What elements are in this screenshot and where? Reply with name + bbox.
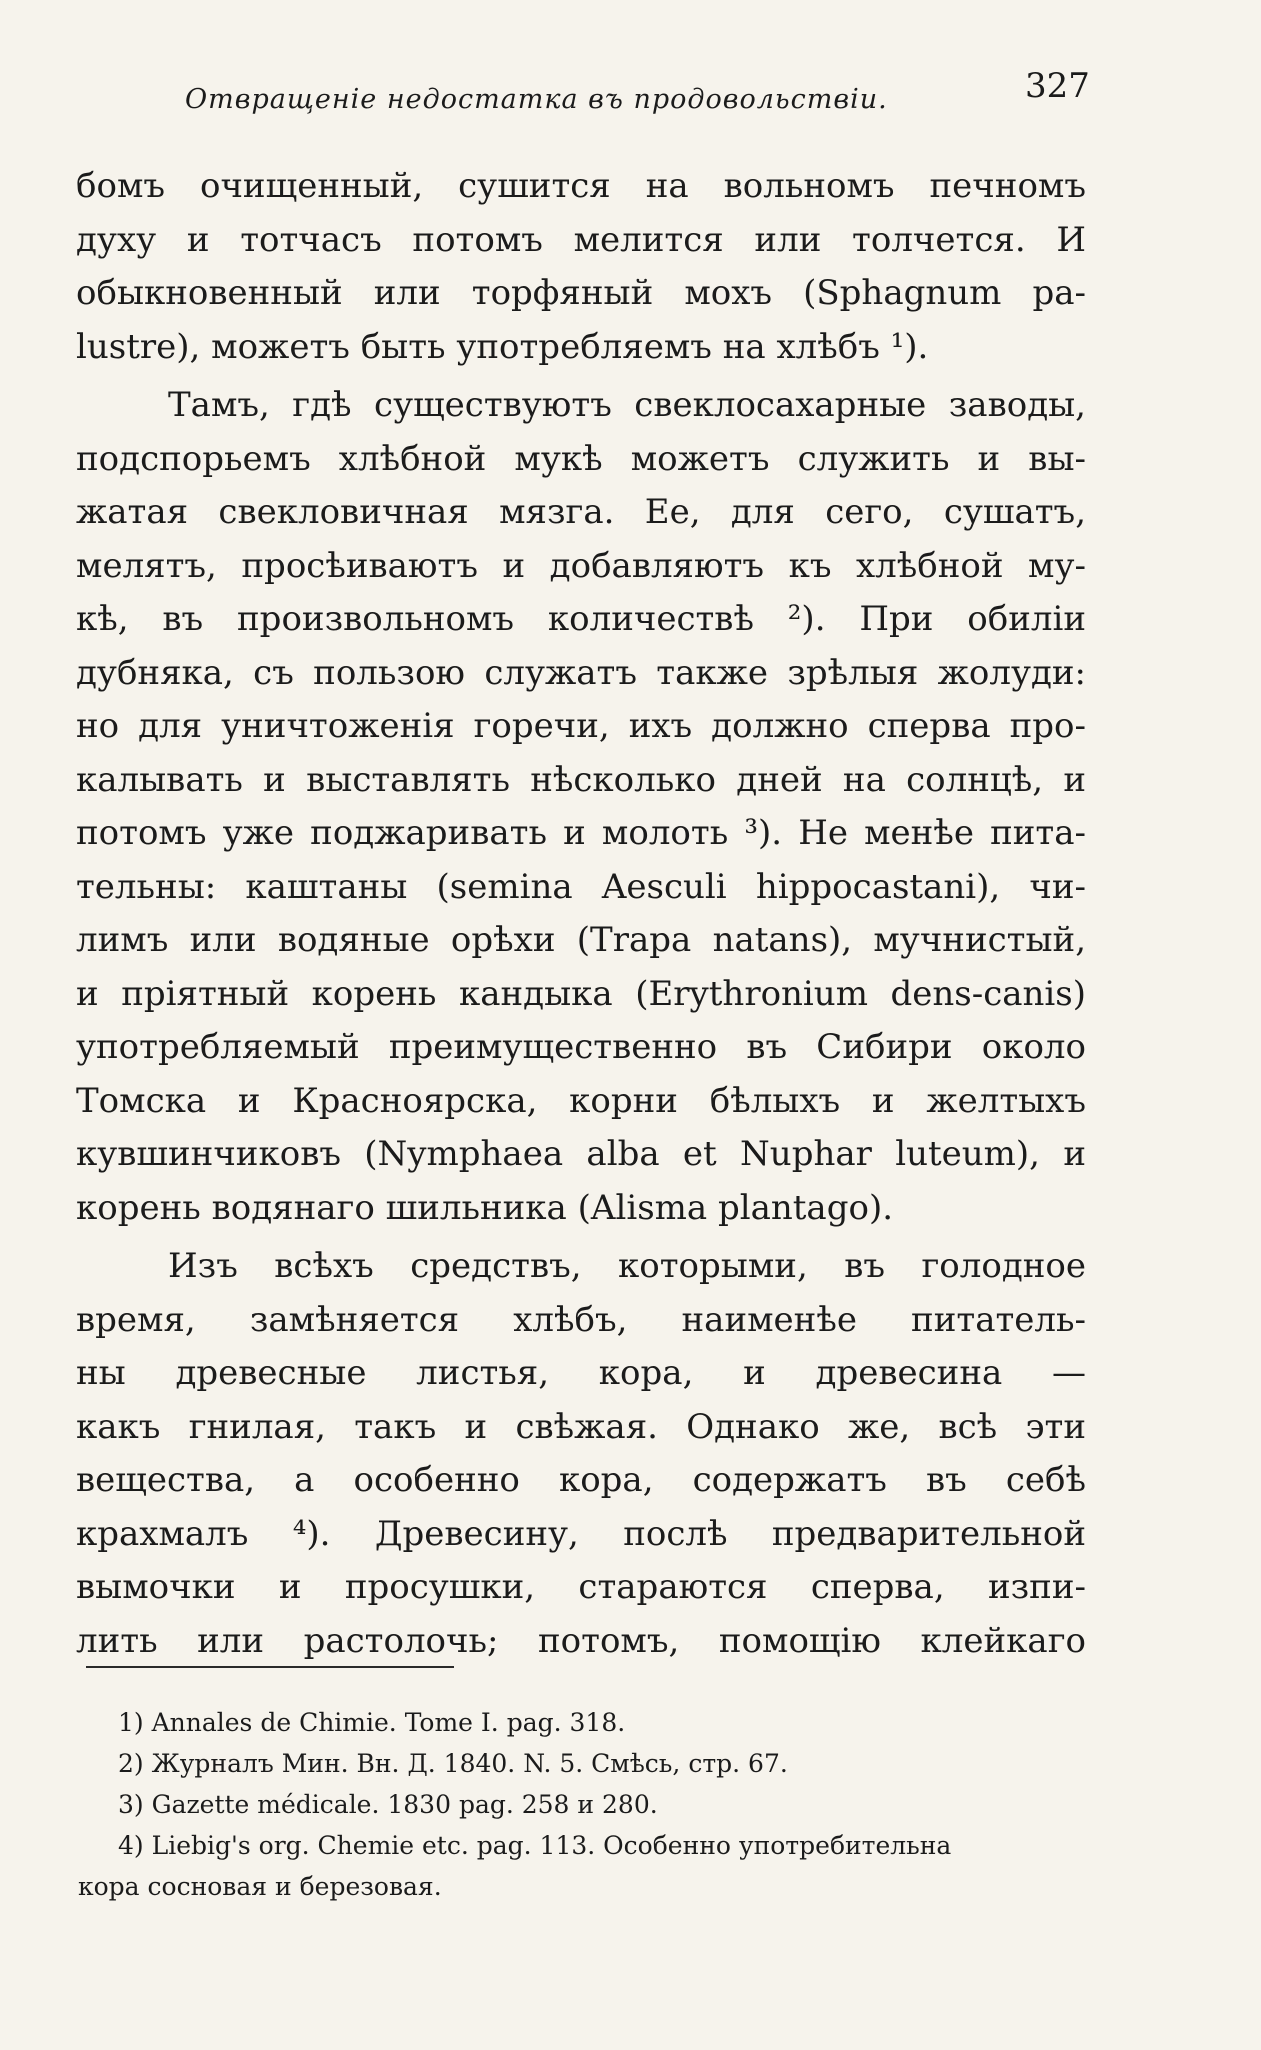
text-line: калывать и выставлять нѣсколько дней на солнцѣ, и — [76, 759, 1086, 800]
text-line: кѣ, въ произвольномъ количествѣ ²). При обиліи — [76, 599, 1086, 639]
text-line: лимъ или водяные орѣхи (Trapa natans), мучнистый, — [76, 920, 1086, 960]
footnote: 4) Liebig's org. Chemie etc. pag. 113. Особенно употребительна — [118, 1831, 952, 1860]
footnote: 2) Журналъ Мин. Вн. Д. 1840. N. 5. Смѣсь, стр. 67. — [118, 1749, 788, 1778]
footnote: 3) Gazette médicale. 1830 pag. 258 и 280. — [118, 1790, 658, 1819]
text-line: но для уничтоженія горечи, ихъ должно сперва про- — [76, 706, 1086, 746]
text-line: жатая свекловичная мязга. Ее, для сего, сушатъ, — [76, 492, 1086, 532]
text-line: Тамъ, гдѣ существуютъ свеклосахарные заводы, — [168, 385, 1086, 425]
text-line: Изъ всѣхъ средствъ, которыми, въ голодное — [168, 1246, 1086, 1286]
footnotes — [78, 1702, 1103, 1907]
footnote-rule — [86, 1666, 454, 1668]
paragraph — [76, 1240, 1086, 1668]
paragraph — [76, 379, 1086, 1235]
text-line: и пріятный корень кандыка (Erythronium dens-canis) — [76, 973, 1086, 1014]
text-line: кувшинчиковъ (Nymphaea alba et Nuphar luteum), и — [76, 1134, 1086, 1174]
text-line: вымочки и просушки, стараются сперва, изпи- — [76, 1567, 1086, 1607]
text-line: духу и тотчасъ потомъ мелится или толчется. И — [76, 219, 1086, 260]
text-line: обыкновенный или торфяный мохъ (Sphagnum pa- — [76, 273, 1086, 313]
paragraph — [76, 160, 1086, 374]
text-line: Томска и Красноярска, корни бѣлыхъ и желтыхъ — [76, 1080, 1086, 1121]
text-line: ны древесные листья, кора, и древесина — — [76, 1353, 1086, 1393]
text-line: бомъ очищенный, сушится на вольномъ печномъ — [76, 166, 1086, 206]
text-line: какъ гнилая, такъ и свѣжая. Однако же, всѣ эти — [76, 1406, 1086, 1447]
main-text — [76, 160, 1086, 1673]
text-line: крахмалъ ⁴). Древесину, послѣ предварительной — [76, 1513, 1086, 1554]
footnote: 1) Annales de Chimie. Tome I. pag. 318. — [118, 1708, 626, 1737]
text-line: мелятъ, просѣиваютъ и добавляютъ къ хлѣбной му- — [76, 545, 1086, 586]
text-line: дубняка, съ пользою служатъ также зрѣлыя жолуди: — [76, 652, 1086, 693]
text-line: лить или растолочь; потомъ, помощію клейкаго — [76, 1620, 1086, 1661]
text-line: lustre), можетъ быть употребляемъ на хлѣбъ ¹). — [76, 326, 929, 367]
text-line: корень водянаго шильника (Alisma plantago). — [76, 1187, 894, 1228]
text-line: тельны: каштаны (semina Aesculi hippocastani), чи- — [76, 866, 1086, 907]
running-title: Отвращеніе недостатка въ продовольствіи. — [185, 84, 888, 115]
page-number: 327 — [1025, 66, 1090, 106]
text-line: подспорьемъ хлѣбной мукѣ можетъ служить и вы- — [76, 438, 1086, 479]
footnote-continuation: кора сосновая и березовая. — [78, 1872, 442, 1901]
text-line: потомъ уже поджаривать и молоть ³). Не менѣе пита- — [76, 813, 1086, 853]
text-line: вещества, а особенно кора, содержатъ въ себѣ — [76, 1460, 1086, 1500]
text-line: время, замѣняется хлѣбъ, наименѣе питатель- — [76, 1299, 1086, 1340]
text-line: употребляемый преимущественно въ Сибири около — [76, 1027, 1086, 1067]
